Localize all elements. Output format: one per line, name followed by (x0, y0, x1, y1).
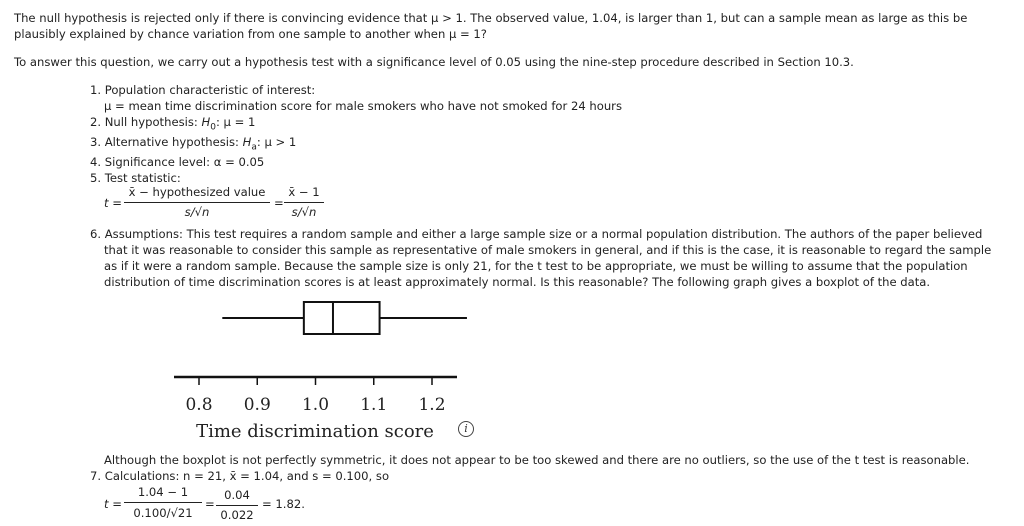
step-3 (90, 134, 296, 155)
x-tick-label-1.1: 1.1 (360, 395, 388, 415)
info-icon[interactable]: i (458, 421, 474, 437)
test-stat-num-2: x̄ − 1 (288, 185, 320, 199)
x-axis-label: Time discrimination score (196, 421, 434, 442)
iqr-box (304, 302, 380, 334)
x-tick-label-1.0: 1.0 (301, 395, 330, 415)
step-6-line-2: that it was reasonable to consider this sample as representative of male smokers in general, and if this is the case, it is reasonable to regard the sample (104, 243, 992, 257)
step-4: 4. Significance level: α = 0.05 (90, 155, 265, 169)
x-tick-label-0.9: 0.9 (243, 395, 271, 415)
calc-eq: = (205, 497, 215, 511)
step-2-suffix: : μ = 1 (215, 115, 256, 129)
step-2-prefix: 2. Null hypothesis: (90, 115, 202, 129)
calc-t: t = (104, 497, 122, 511)
x-tick-label-1.2: 1.2 (418, 395, 446, 415)
step-3-sub: a (251, 142, 257, 153)
step-5: 5. Test statistic: (90, 171, 181, 185)
step-1-detail: μ = mean time discrimination score for male smokers who have not smoked for 24 hours (104, 99, 622, 113)
calc-num-2: 0.04 (224, 488, 250, 502)
test-stat-bar-1 (124, 202, 270, 203)
step-3-h: H (242, 135, 252, 149)
intro-line-2: plausibly explained by chance variation from one sample to another when μ = 1? (14, 27, 487, 41)
test-stat-t: t = (104, 196, 122, 210)
step-2-h: H (201, 115, 211, 129)
x-tick-label-0.8: 0.8 (185, 395, 213, 415)
step-1-title: 1. Population characteristic of interest: (90, 83, 316, 97)
calc-den-2: 0.022 (220, 508, 254, 522)
calc-num-1: 1.04 − 1 (137, 485, 189, 499)
step-2-sub: 0 (210, 122, 216, 133)
calc-result: = 1.82. (262, 497, 305, 511)
step-3-suffix: : μ > 1 (256, 135, 297, 149)
boxplot-conclusion: Although the boxplot is not perfectly symmetric, it does not appear to be too skewed and there are no outliers, so the use of the t test is reasonable. (104, 453, 970, 467)
step-6-line-4: distribution of time discrimination scores is at least approximately normal. Is this reasonable? The following graph gives a boxplot of the data. (104, 275, 931, 289)
calc-bar-2 (216, 505, 258, 506)
test-stat-den-2: s/√n (291, 205, 317, 219)
calc-den-1: 0.100/√21 (133, 506, 193, 520)
test-stat-bar-2 (284, 202, 324, 203)
step-7: 7. Calculations: n = 21, x̄ = 1.04, and s = 0.100, so (90, 469, 390, 483)
test-stat-eq: = (274, 196, 284, 210)
test-stat-num-1: x̄ − hypothesized value (128, 185, 266, 199)
intro-line-1: The null hypothesis is rejected only if there is convincing evidence that μ > 1. The observed value, 1.04, is larger than 1, but can a sample mean as large as this be (14, 11, 968, 25)
calc-bar-1 (124, 502, 202, 503)
test-stat-den-1: s/√n (184, 205, 210, 219)
step-3-prefix: 3. Alternative hypothesis: (90, 135, 243, 149)
step-2 (90, 114, 255, 135)
step-6-line-1: 6. Assumptions: This test requires a random sample and either a large sample size or a normal population distribution. The authors of the paper believed (90, 227, 983, 241)
step-6-line-3: as if it were a random sample. Because the sample size is only 21, for the t test to be appropriate, we must be willing to assume that the population (104, 259, 968, 273)
intro-line-3: To answer this question, we carry out a hypothesis test with a significance level of 0.05 using the nine-step procedure described in Section 10.3. (14, 55, 854, 69)
